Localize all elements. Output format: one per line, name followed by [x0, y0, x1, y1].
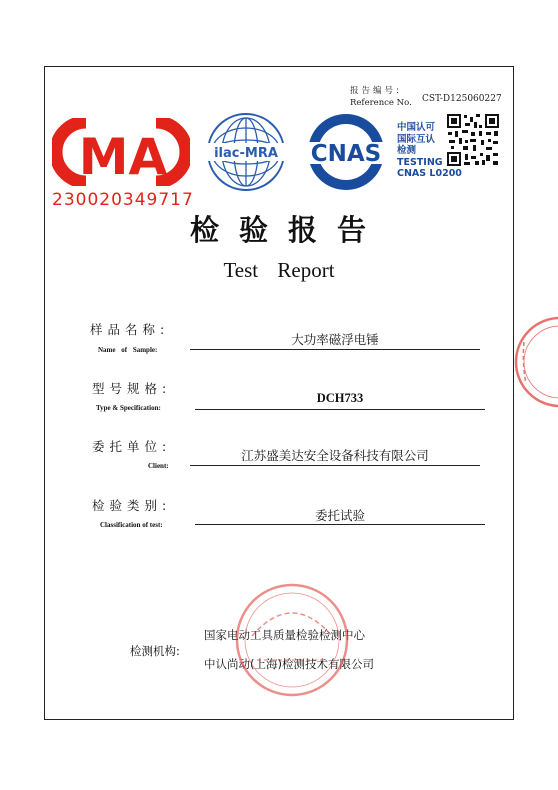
title-en: Test Report: [223, 258, 335, 282]
client-value: 江苏盛美达安全设备科技有限公司: [241, 448, 429, 463]
testing-org-name-2: 中认尚动(上海)检测技术有限公司: [204, 657, 374, 671]
client-underline: [190, 465, 480, 466]
test-class-label-cn: 检验类别:: [92, 498, 172, 513]
cma-logo: [52, 118, 190, 186]
report-number: CST-D125060227: [422, 94, 502, 104]
type-spec-value: DCH733: [316, 391, 364, 405]
type-spec-underline: [195, 409, 485, 410]
sample-name-label-en: Name of Sample:: [98, 346, 158, 354]
sample-name-underline: [190, 349, 480, 350]
cnas-line: 中国认可: [397, 122, 436, 133]
sample-name-value: 大功率磁浮电锤: [291, 332, 379, 347]
test-class-underline: [195, 524, 485, 525]
ilac-logo-text: ilac-MRA: [214, 146, 278, 161]
report-number-label-en: Reference No.: [350, 98, 412, 108]
client-label-cn: 委托单位:: [92, 439, 172, 454]
testing-org-label: 检测机构:: [130, 644, 180, 658]
cnas-logo: [300, 112, 392, 192]
cnas-line: 国际互认: [397, 133, 436, 145]
cnas-line: CNAS L0200: [397, 168, 462, 179]
testing-org-name-1: 国家电动工具质量检验检测中心: [204, 628, 365, 642]
partial-seal-stamp: [508, 312, 558, 412]
cma-number: 230020349717: [52, 190, 194, 210]
cma-logo-text: MA: [78, 128, 168, 186]
test-class-label-en: Classification of test:: [100, 521, 163, 529]
type-spec-label-cn: 型号规格:: [92, 381, 172, 396]
ilac-mra-logo: [204, 112, 288, 192]
cnas-logo-text: CNAS: [310, 141, 382, 167]
title-cn: 检验报告: [189, 213, 386, 247]
cnas-line: TESTING: [397, 156, 443, 168]
sample-name-label-cn: 样品名称:: [90, 322, 170, 337]
report-number-label-cn: 报告编号:: [350, 86, 402, 96]
official-seal-stamp: [232, 580, 352, 700]
qr-code: [446, 113, 500, 167]
type-spec-label-en: Type & Specification:: [96, 404, 161, 412]
client-label-en: Client:: [148, 462, 169, 470]
test-class-value: 委托试验: [314, 508, 365, 523]
cnas-line: 检测: [397, 145, 417, 156]
